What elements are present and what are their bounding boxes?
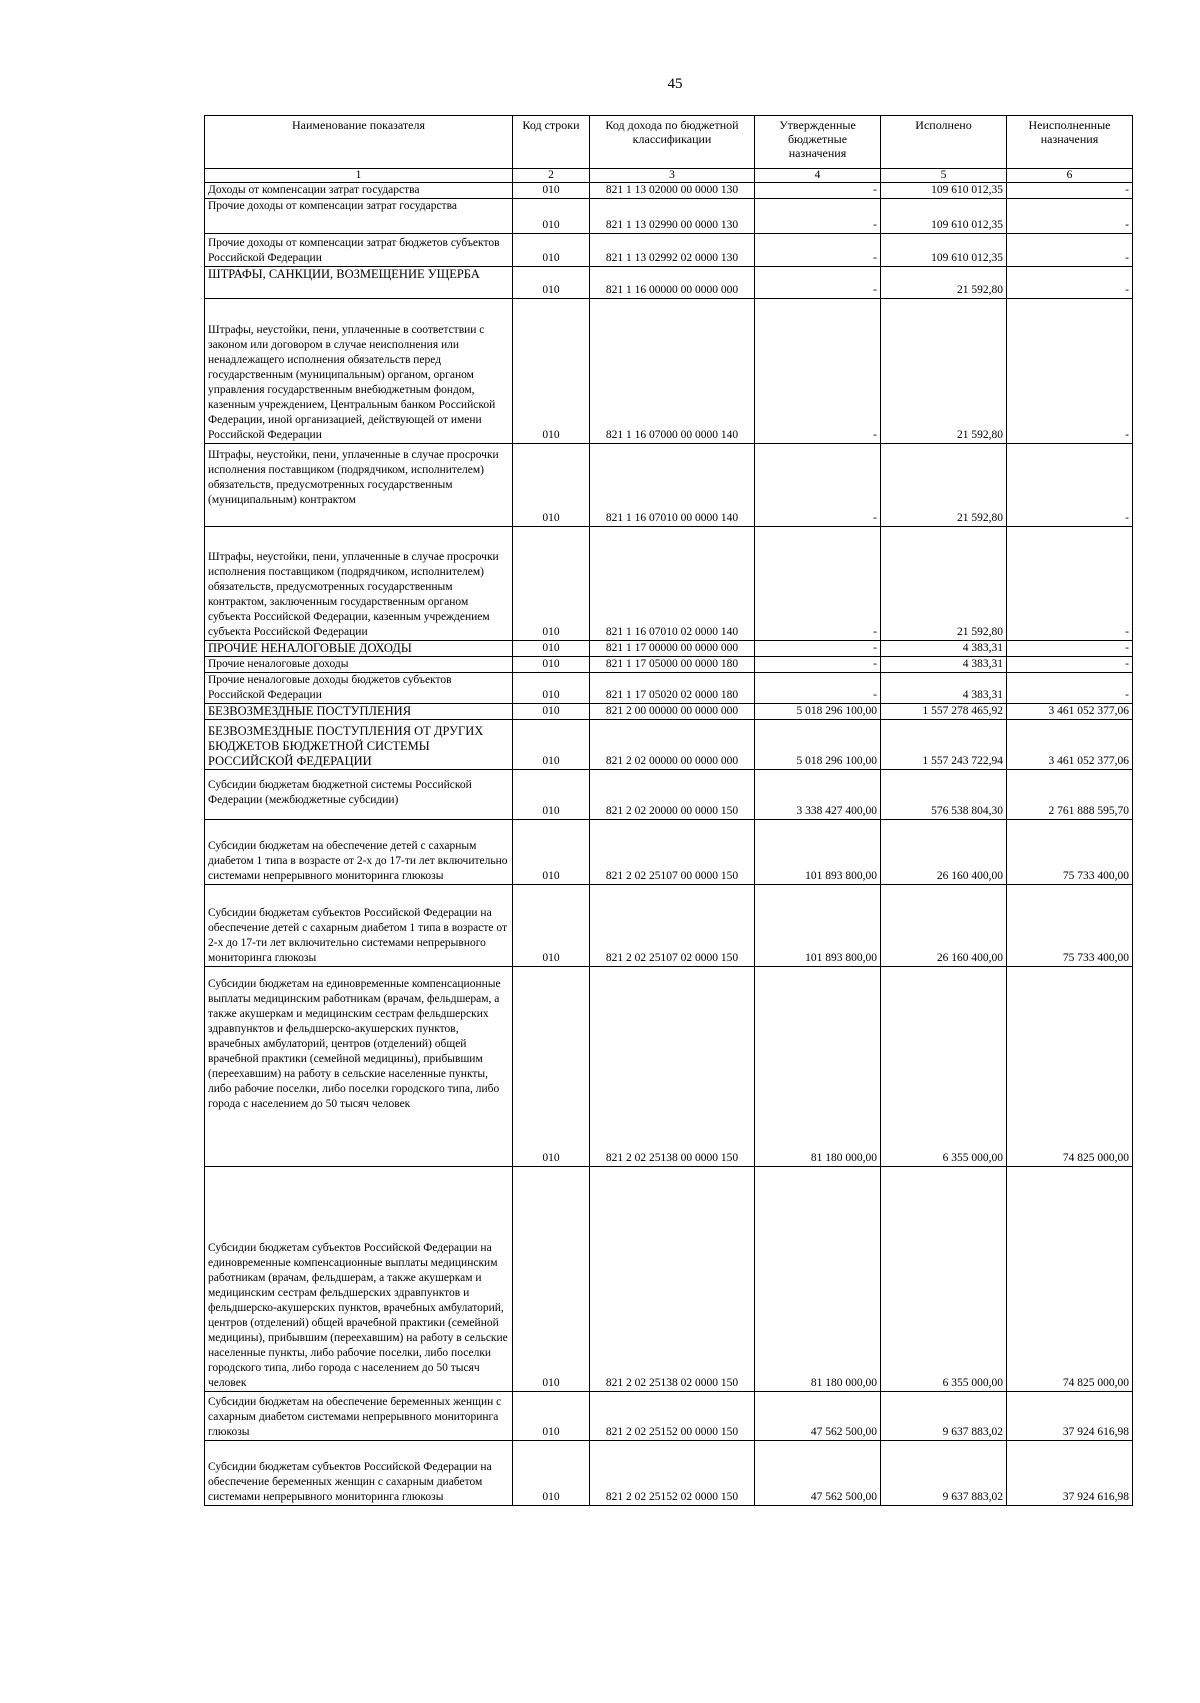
row-unexecuted: 3 461 052 377,06 [1007,704,1133,720]
row-kbk: 821 1 16 07010 02 0000 140 [590,527,755,641]
row-kbk: 821 2 02 20000 00 0000 150 [590,770,755,820]
table-row [205,267,1133,299]
row-name: Прочие неналоговые доходы бюджетов субъектов Российской Федерации [205,673,513,704]
row-unexecuted: 37 924 616,98 [1007,1441,1133,1506]
header-unexecuted: Неисполненные назначения [1007,116,1133,169]
row-executed: 9 637 883,02 [881,1441,1007,1506]
row-kbk: 821 1 17 05020 02 0000 180 [590,673,755,704]
row-name: Субсидии бюджетам на единовременные компенсационные выплаты медицинским работникам (врачам, фельдшерам, а также акушеркам и медицинским сестрам фельдшерских здравпунктов и фельдшерско-акушерских пунктов, врачебных амбулаторий, центров (отделений) общей врачебной практики (семейной медицины), прибывшим (переехавшим) на работу в сельские населенные пункты, либо рабочие поселки, либо поселки городского типа, либо города с населением до 50 тысяч человек [205,967,513,1167]
row-code: 010 [513,820,590,885]
row-executed: 6 355 000,00 [881,967,1007,1167]
table-row [205,527,1133,641]
row-approved: 3 338 427 400,00 [755,770,881,820]
table-row [205,1441,1133,1506]
row-name: ШТРАФЫ, САНКЦИИ, ВОЗМЕЩЕНИЕ УЩЕРБА [205,267,513,299]
row-executed: 21 592,80 [881,267,1007,299]
row-approved: 81 180 000,00 [755,967,881,1167]
row-approved: 101 893 800,00 [755,885,881,967]
row-unexecuted: 75 733 400,00 [1007,885,1133,967]
row-kbk: 821 1 16 07010 00 0000 140 [590,444,755,527]
table-row [205,770,1133,820]
table-row [205,673,1133,704]
table-row [205,234,1133,267]
row-name: Субсидии бюджетам субъектов Российской Федерации на обеспечение беременных женщин с сахарным диабетом системами непрерывного мониторинга глюкозы [205,1441,513,1506]
income-report-table [204,115,1133,1506]
row-code: 010 [513,657,590,673]
row-kbk: 821 2 00 00000 00 0000 000 [590,704,755,720]
row-approved: - [755,199,881,234]
row-unexecuted: 74 825 000,00 [1007,967,1133,1167]
row-kbk: 821 2 02 00000 00 0000 000 [590,720,755,770]
column-number: 2 [513,169,590,183]
row-kbk: 821 1 13 02000 00 0000 130 [590,183,755,199]
row-kbk: 821 2 02 25152 00 0000 150 [590,1392,755,1441]
row-kbk: 821 2 02 25152 02 0000 150 [590,1441,755,1506]
row-unexecuted: - [1007,673,1133,704]
header-name: Наименование показателя [205,116,513,169]
table-row [205,1167,1133,1392]
header-approved: Утвержденные бюджетные назначения [755,116,881,169]
row-code: 010 [513,770,590,820]
row-executed: 4 383,31 [881,641,1007,657]
row-kbk: 821 1 16 07000 00 0000 140 [590,299,755,444]
row-unexecuted: 2 761 888 595,70 [1007,770,1133,820]
row-name: Прочие неналоговые доходы [205,657,513,673]
row-kbk: 821 1 13 02990 00 0000 130 [590,199,755,234]
row-code: 010 [513,234,590,267]
row-code: 010 [513,720,590,770]
column-number: 6 [1007,169,1133,183]
table-row [205,967,1133,1167]
row-approved: - [755,657,881,673]
header-executed: Исполнено [881,116,1007,169]
row-unexecuted: - [1007,657,1133,673]
column-number: 3 [590,169,755,183]
row-unexecuted: - [1007,199,1133,234]
table-row [205,183,1133,199]
row-executed: 576 538 804,30 [881,770,1007,820]
row-code: 010 [513,641,590,657]
row-executed: 21 592,80 [881,527,1007,641]
row-executed: 26 160 400,00 [881,885,1007,967]
row-kbk: 821 1 16 00000 00 0000 000 [590,267,755,299]
row-unexecuted: 37 924 616,98 [1007,1392,1133,1441]
row-name: Прочие доходы от компенсации затрат бюджетов субъектов Российской Федерации [205,234,513,267]
row-executed: 4 383,31 [881,673,1007,704]
row-code: 010 [513,1167,590,1392]
row-approved: - [755,299,881,444]
row-code: 010 [513,967,590,1167]
row-name: БЕЗВОЗМЕЗДНЫЕ ПОСТУПЛЕНИЯ [205,704,513,720]
row-executed: 1 557 243 722,94 [881,720,1007,770]
row-unexecuted: 74 825 000,00 [1007,1167,1133,1392]
row-unexecuted: - [1007,299,1133,444]
row-name: Субсидии бюджетам субъектов Российской Федерации на обеспечение детей с сахарным диабетом 1 типа в возрасте от 2-х до 17-ти лет включительно системами непрерывного мониторинга глюкозы [205,885,513,967]
table-row [205,657,1133,673]
row-kbk: 821 1 17 05000 00 0000 180 [590,657,755,673]
row-code: 010 [513,199,590,234]
row-code: 010 [513,183,590,199]
page-number: 45 [667,76,683,92]
row-kbk: 821 2 02 25138 00 0000 150 [590,967,755,1167]
row-approved: 47 562 500,00 [755,1392,881,1441]
table-row [205,444,1133,527]
row-code: 010 [513,444,590,527]
row-name: Субсидии бюджетам субъектов Российской Федерации на единовременные компенсационные выплаты медицинским работникам (врачам, фельдшерам, а также акушеркам и медицинским сестрам фельдшерских здравпунктов и фельдшерско-акушерских пунктов, врачебных амбулаторий, центров (отделений) общей врачебной практики (семейной медицины), прибывшим (переехавшим) на работу в сельские населенные пункты, либо рабочие поселки, либо поселки городского типа, либо города с населением до 50 тысяч человек [205,1167,513,1392]
row-approved: 47 562 500,00 [755,1441,881,1506]
table-row [205,885,1133,967]
row-kbk: 821 2 02 25138 02 0000 150 [590,1167,755,1392]
row-executed: 109 610 012,35 [881,199,1007,234]
row-unexecuted: 3 461 052 377,06 [1007,720,1133,770]
row-unexecuted: - [1007,183,1133,199]
column-number: 4 [755,169,881,183]
row-name: Штрафы, неустойки, пени, уплаченные в случае просрочки исполнения поставщиком (подрядчиком, исполнителем) обязательств, предусмотренных государственным контрактом, заключенным государственным органом субъекта Российской Федерации, казенным учреждением субъекта Российской Федерации [205,527,513,641]
row-unexecuted: - [1007,234,1133,267]
row-code: 010 [513,673,590,704]
header-kbk: Код дохода по бюджетной классификации [590,116,755,169]
row-unexecuted: - [1007,267,1133,299]
row-executed: 26 160 400,00 [881,820,1007,885]
row-name: Штрафы, неустойки, пени, уплаченные в соответствии с законом или договором в случае неисполнения или ненадлежащего исполнения обязательств перед государственным (муниципальным) органом, органом управления государственным внебюджетным фондом, казенным учреждением, Центральным банком Российской Федерации, иной организацией, действующей от имени Российской Федерации [205,299,513,444]
table-row [205,199,1133,234]
row-executed: 4 383,31 [881,657,1007,673]
row-approved: 5 018 296 100,00 [755,704,881,720]
row-approved: 5 018 296 100,00 [755,720,881,770]
column-number-row [205,169,1133,183]
row-executed: 109 610 012,35 [881,183,1007,199]
table-row [205,720,1133,770]
row-approved: 81 180 000,00 [755,1167,881,1392]
row-code: 010 [513,885,590,967]
row-code: 010 [513,299,590,444]
table-row [205,641,1133,657]
row-kbk: 821 1 17 00000 00 0000 000 [590,641,755,657]
row-executed: 1 557 278 465,92 [881,704,1007,720]
row-approved: - [755,641,881,657]
row-unexecuted: 75 733 400,00 [1007,820,1133,885]
row-name: БЕЗВОЗМЕЗДНЫЕ ПОСТУПЛЕНИЯ ОТ ДРУГИХ БЮДЖЕТОВ БЮДЖЕТНОЙ СИСТЕМЫ РОССИЙСКОЙ ФЕДЕРАЦИИ [205,720,513,770]
row-code: 010 [513,1441,590,1506]
table-row [205,1392,1133,1441]
row-code: 010 [513,704,590,720]
row-approved: - [755,673,881,704]
row-name: Субсидии бюджетам на обеспечение детей с сахарным диабетом 1 типа в возрасте от 2-х до 17-ти лет включительно системами непрерывного мониторинга глюкозы [205,820,513,885]
row-code: 010 [513,267,590,299]
row-name: Штрафы, неустойки, пени, уплаченные в случае просрочки исполнения поставщиком (подрядчиком, исполнителем) обязательств, предусмотренных государственным (муниципальным) контрактом [205,444,513,527]
row-name: Субсидии бюджетам бюджетной системы Российской Федерации (межбюджетные субсидии) [205,770,513,820]
row-kbk: 821 1 13 02992 02 0000 130 [590,234,755,267]
row-approved: - [755,267,881,299]
row-name: Доходы от компенсации затрат государства [205,183,513,199]
row-unexecuted: - [1007,444,1133,527]
row-approved: - [755,183,881,199]
row-kbk: 821 2 02 25107 02 0000 150 [590,885,755,967]
table-row [205,704,1133,720]
header-code: Код строки [513,116,590,169]
row-executed: 9 637 883,02 [881,1392,1007,1441]
row-unexecuted: - [1007,527,1133,641]
row-unexecuted: - [1007,641,1133,657]
table-row [205,299,1133,444]
row-approved: 101 893 800,00 [755,820,881,885]
row-approved: - [755,527,881,641]
row-name: ПРОЧИЕ НЕНАЛОГОВЫЕ ДОХОДЫ [205,641,513,657]
table-row [205,820,1133,885]
row-executed: 21 592,80 [881,444,1007,527]
column-number: 5 [881,169,1007,183]
row-code: 010 [513,527,590,641]
row-code: 010 [513,1392,590,1441]
row-executed: 109 610 012,35 [881,234,1007,267]
row-approved: - [755,444,881,527]
row-executed: 21 592,80 [881,299,1007,444]
column-number: 1 [205,169,513,183]
row-kbk: 821 2 02 25107 00 0000 150 [590,820,755,885]
row-name: Прочие доходы от компенсации затрат государства [205,199,513,234]
header-row [205,116,1133,169]
row-approved: - [755,234,881,267]
row-name: Субсидии бюджетам на обеспечение беременных женщин с сахарным диабетом системами непрерывного мониторинга глюкозы [205,1392,513,1441]
row-executed: 6 355 000,00 [881,1167,1007,1392]
